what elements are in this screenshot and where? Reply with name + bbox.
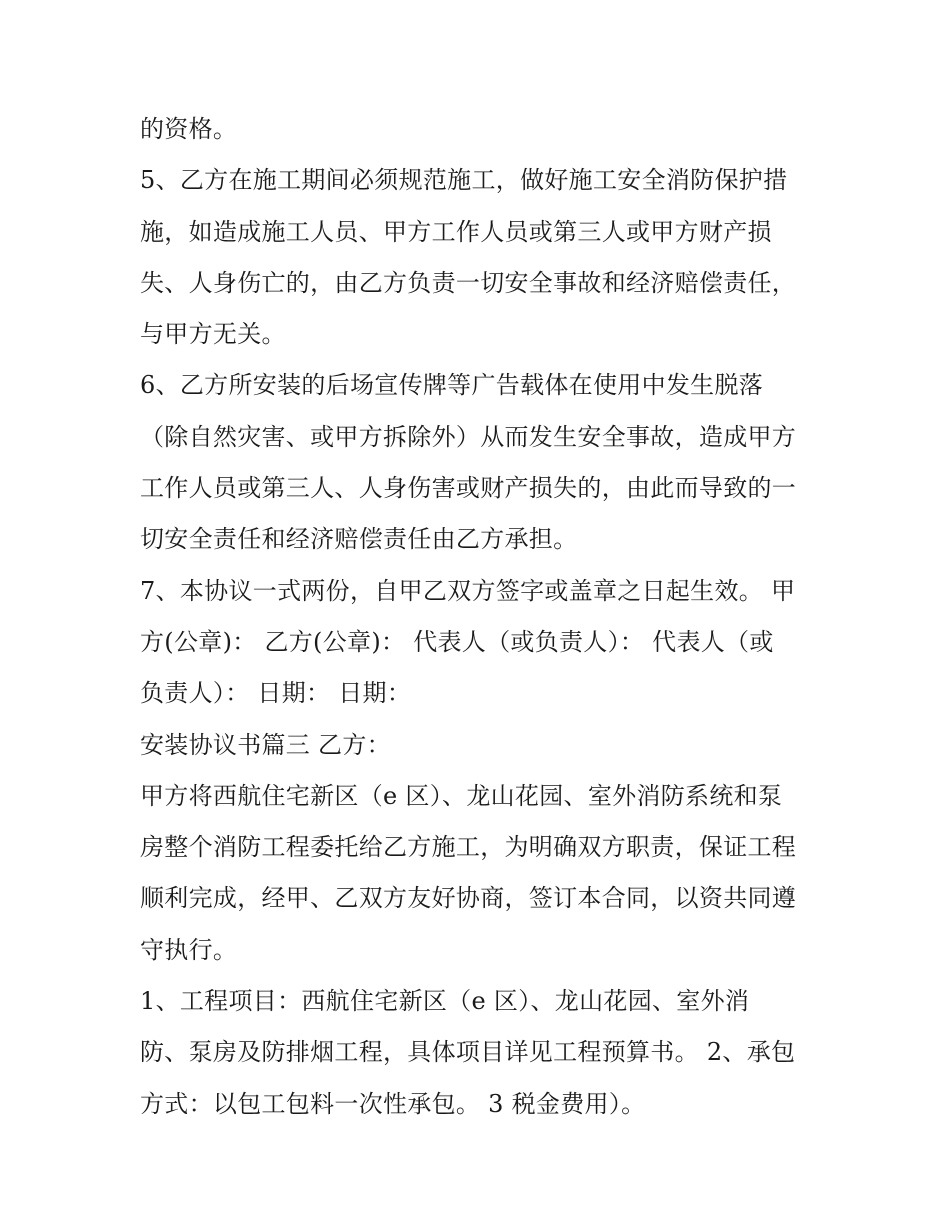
text-line: 7、本协议一式两份，自甲乙双方签字或盖章之日起生效。 甲 [140,576,796,605]
text-line: 1、工程项目：西航住宅新区（e 区）、龙山花园、室外消 [140,987,750,1016]
document-body [140,104,820,1130]
text-line: 防、泵房及防排烟工程，具体项目详见工程预算书。 2、承包 [140,1038,796,1067]
text-line: 顺利完成，经甲、乙双方友好协商，签订本合同，以资共同遵 [140,884,797,913]
text-line: 方(公章)： 乙方(公章)： 代表人（或负责人）： 代表人（或 [140,627,774,656]
text-line: 施，如造成施工人员、甲方工作人员或第三人或甲方财产损 [140,217,772,246]
text-line: 切安全责任和经济赔偿责任由乙方承担。 [140,525,578,554]
text-line: 6、乙方所安装的后场宣传牌等广告载体在使用中发生脱落 [140,371,764,400]
text-line: 甲方将西航住宅新区（e 区）、龙山花园、室外消防系统和泵 [140,781,783,810]
text-line: 房整个消防工程委托给乙方施工，为明确双方职责，保证工程 [140,833,797,862]
text-line: 的资格。 [140,115,238,143]
text-line: 负责人）： 日期： 日期： [140,679,412,708]
text-line: （除自然灾害、或甲方拆除外）从而发生安全事故，造成甲方 [140,422,797,451]
text-line: 工作人员或第三人、人身伤害或财产损失的，由此而导致的一 [140,474,797,503]
text-line: 5、乙方在施工期间必须规范施工，做好施工安全消防保护措 [140,166,788,195]
text-line: 失、人身伤亡的，由乙方负责一切安全事故和经济赔偿责任， [140,268,797,297]
section-heading: 安装协议书篇三 乙方： [140,730,391,759]
text-line: 方式：以包工包料一次性承包。 3 税金费用）。 [140,1089,646,1118]
text-line: 守执行。 [140,935,238,964]
text-line: 与甲方无关。 [140,320,286,349]
